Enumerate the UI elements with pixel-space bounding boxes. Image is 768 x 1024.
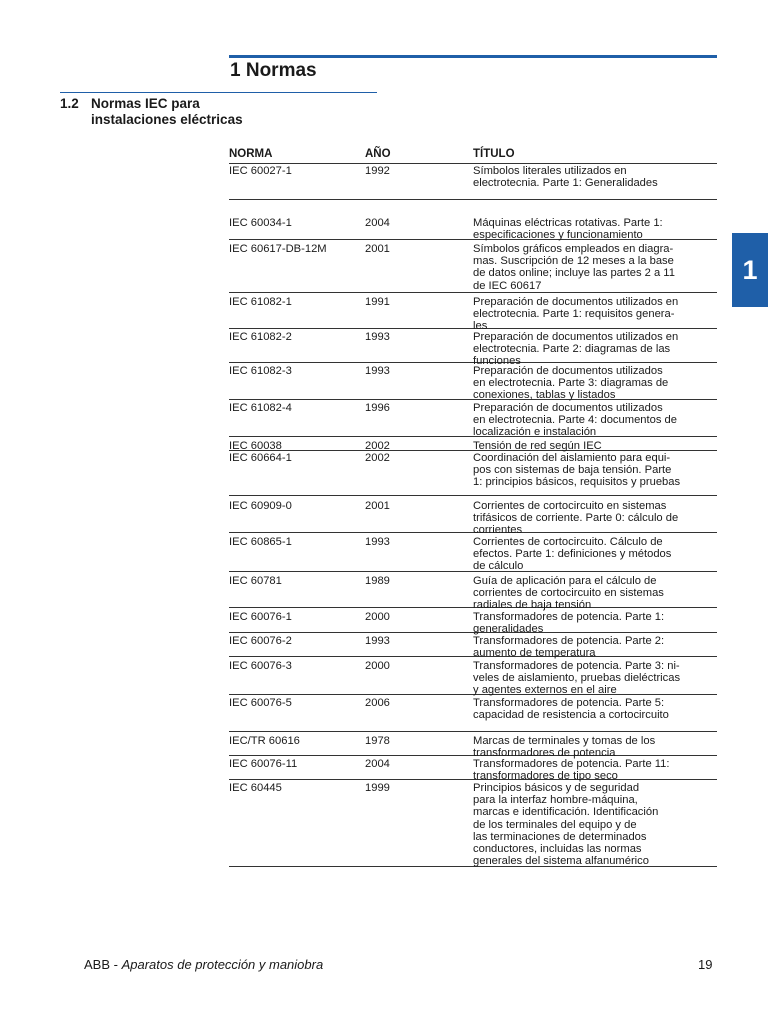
cell-titulo	[473, 402, 719, 439]
cell-anio: 2004	[365, 217, 390, 229]
cell-titulo-line: capacidad de resistencia a cortocircuito	[473, 709, 669, 722]
cell-titulo-line: mas. Suscripción de 12 meses a la base	[473, 255, 674, 268]
cell-norma: IEC 60076-2	[229, 635, 292, 647]
cell-norma: IEC 60076-5	[229, 697, 292, 709]
table-row	[229, 242, 717, 293]
footer-brand: ABB	[84, 957, 111, 972]
cell-titulo-line: Transformadores de potencia. Parte 2:	[473, 635, 665, 647]
cell-titulo-line: Corrientes de cortocircuito. Cálculo de	[473, 536, 663, 548]
header-titulo: TÍTULO	[473, 148, 515, 160]
cell-titulo	[473, 758, 719, 782]
cell-anio: 2001	[365, 500, 390, 512]
cell-norma: IEC 60781	[229, 575, 282, 587]
cell-titulo-line: veles de aislamiento, pruebas dieléctricas	[473, 672, 681, 685]
cell-titulo-line: Preparación de documentos utilizados en	[473, 331, 679, 343]
cell-titulo-line: trifásicos de corriente. Parte 0: cálculo de	[473, 512, 679, 525]
cell-titulo-line: Símbolos gráficos empleados en diagra-	[473, 243, 674, 255]
cell-titulo	[473, 697, 719, 721]
cell-titulo	[473, 217, 719, 241]
cell-titulo-line: especificaciones y funcionamiento	[473, 229, 643, 242]
cell-titulo-line: Máquinas eléctricas rotativas. Parte 1:	[473, 217, 663, 229]
table-row	[229, 696, 717, 732]
cell-titulo-line: aumento de temperatura	[473, 647, 596, 660]
cell-titulo-line: electrotecnia. Parte 1: requisitos genera-	[473, 308, 675, 321]
cell-titulo-line: transformadores de potencia	[473, 747, 616, 760]
cell-titulo-line: 1: principios básicos, requisitos y pruebas	[473, 476, 681, 489]
cell-titulo	[473, 243, 719, 292]
cell-titulo	[473, 735, 719, 759]
cell-norma: IEC 61082-3	[229, 365, 292, 377]
footer-separator: -	[110, 957, 122, 972]
standards-table	[229, 147, 717, 868]
cell-anio: 2000	[365, 660, 390, 672]
cell-titulo-line: conexiones, tablas y listados	[473, 389, 616, 402]
cell-titulo-line: Guía de aplicación para el cálculo de	[473, 575, 657, 587]
cell-titulo	[473, 635, 719, 659]
table-row	[229, 439, 717, 451]
cell-titulo-line: Transformadores de potencia. Parte 11:	[473, 758, 670, 770]
table-row	[229, 451, 717, 496]
cell-titulo-line: Preparación de documentos utilizados	[473, 402, 663, 414]
table-row	[229, 659, 717, 695]
section-title	[91, 96, 351, 128]
cell-norma: IEC 60027-1	[229, 165, 292, 177]
cell-titulo-line: en electrotecnia. Parte 4: documentos de	[473, 414, 677, 427]
cell-titulo	[473, 296, 719, 333]
cell-titulo-line: Preparación de documentos utilizados en	[473, 296, 679, 308]
cell-titulo-line: generales del sistema alfanumérico	[473, 855, 649, 868]
cell-titulo-line: de IEC 60617	[473, 279, 542, 292]
cell-titulo-line: en electrotecnia. Parte 3: diagramas de	[473, 377, 669, 390]
cell-anio: 1993	[365, 365, 390, 377]
cell-titulo-line: radiales de baja tensión	[473, 599, 592, 612]
cell-anio: 1991	[365, 296, 390, 308]
chapter-tab: 1	[732, 233, 768, 307]
cell-norma: IEC 60038	[229, 440, 282, 452]
cell-titulo-line: marcas e identificación. Identificación	[473, 806, 659, 819]
section-rule	[60, 92, 377, 93]
table-row	[229, 364, 717, 400]
cell-titulo	[473, 452, 719, 489]
cell-titulo-line: electrotecnia. Parte 2: diagramas de las	[473, 343, 671, 356]
cell-titulo	[473, 782, 719, 867]
cell-anio: 2002	[365, 440, 390, 452]
cell-anio: 2002	[365, 452, 390, 464]
cell-titulo-line: corrientes de cortocircuito en sistemas	[473, 587, 664, 600]
cell-titulo-line: corrientes	[473, 524, 523, 537]
cell-anio: 1999	[365, 782, 390, 794]
cell-titulo-line: de los terminales del equipo y de	[473, 818, 637, 831]
cell-norma: IEC 61082-4	[229, 402, 292, 414]
section-title-line-2: instalaciones eléctricas	[91, 112, 243, 127]
section-title-line-1: Normas IEC para	[91, 96, 200, 111]
cell-norma: IEC 60664-1	[229, 452, 292, 464]
footer-publication-title: Aparatos de protección y maniobra	[121, 957, 324, 972]
cell-anio: 2001	[365, 243, 390, 255]
cell-titulo-line: transformadores de tipo seco	[473, 770, 618, 783]
cell-anio: 2000	[365, 611, 390, 623]
footer-publication	[84, 957, 323, 972]
table-row	[229, 781, 717, 867]
cell-norma: IEC 61082-2	[229, 331, 292, 343]
page-number: 19	[698, 957, 713, 972]
cell-titulo-line: las terminaciones de determinados	[473, 830, 647, 843]
cell-titulo	[473, 500, 719, 537]
cell-titulo-line: conductores, incluidas las normas	[473, 843, 642, 856]
cell-titulo-line: Preparación de documentos utilizados	[473, 365, 663, 377]
cell-titulo-line: de datos online; incluye las partes 2 a 11	[473, 267, 675, 280]
section-number: 1.2	[60, 96, 79, 111]
cell-titulo-line: Símbolos literales utilizados en	[473, 165, 627, 177]
cell-anio: 1993	[365, 536, 390, 548]
cell-norma: IEC 60034-1	[229, 217, 292, 229]
cell-titulo-line: Transformadores de potencia. Parte 5:	[473, 697, 665, 709]
cell-titulo	[473, 365, 719, 402]
cell-titulo-line: pos con sistemas de baja tensión. Parte	[473, 464, 672, 477]
cell-titulo-line: electrotecnia. Parte 1: Generalidades	[473, 177, 658, 190]
table-row	[229, 757, 717, 783]
cell-norma: IEC 60617-DB-12M	[229, 243, 327, 255]
cell-norma: IEC 60076-1	[229, 611, 292, 623]
table-row	[229, 164, 717, 200]
cell-norma: IEC 60909-0	[229, 500, 292, 512]
table-row	[229, 574, 717, 612]
chapter-title: 1 Normas	[230, 60, 317, 81]
cell-anio: 1993	[365, 635, 390, 647]
cell-titulo-line: y agentes externos en el aire	[473, 684, 617, 697]
chapter-top-rule	[229, 55, 717, 58]
cell-norma: IEC 60445	[229, 782, 282, 794]
table-row	[229, 610, 717, 636]
table-row	[229, 535, 717, 572]
cell-anio: 1996	[365, 402, 390, 414]
cell-titulo	[473, 331, 719, 368]
cell-norma: IEC 60076-3	[229, 660, 292, 672]
table-row	[229, 499, 717, 537]
table-row	[229, 295, 717, 333]
cell-titulo	[473, 536, 719, 573]
table-header	[229, 147, 717, 164]
cell-anio: 1978	[365, 735, 390, 747]
cell-anio: 1992	[365, 165, 390, 177]
cell-titulo	[473, 575, 719, 612]
table-row	[229, 734, 717, 760]
cell-anio: 1989	[365, 575, 390, 587]
cell-titulo-line: de cálculo	[473, 560, 524, 573]
cell-norma: IEC/TR 60616	[229, 735, 300, 747]
cell-titulo	[473, 611, 719, 635]
table-row	[229, 216, 717, 240]
cell-titulo-line: generalidades	[473, 623, 544, 636]
cell-anio: 2004	[365, 758, 390, 770]
cell-titulo-line: para la interfaz hombre-máquina,	[473, 794, 638, 807]
cell-titulo-line: Marcas de terminales y tomas de los	[473, 735, 656, 747]
cell-norma: IEC 60076-11	[229, 758, 298, 770]
cell-titulo-line: funciones	[473, 355, 521, 368]
cell-titulo-line: Coordinación del aislamiento para equi-	[473, 452, 671, 464]
table-row	[229, 401, 717, 437]
cell-titulo	[473, 660, 719, 697]
cell-titulo-line: Tensión de red según IEC	[473, 440, 602, 452]
header-anio: AÑO	[365, 148, 391, 160]
header-norma: NORMA	[229, 148, 273, 160]
cell-anio: 2006	[365, 697, 390, 709]
table-row	[229, 330, 717, 368]
cell-norma: IEC 61082-1	[229, 296, 292, 308]
cell-norma: IEC 60865-1	[229, 536, 292, 548]
cell-titulo-line: efectos. Parte 1: definiciones y métodos	[473, 548, 672, 561]
cell-titulo-line: Transformadores de potencia. Parte 3: ni-	[473, 660, 680, 672]
cell-titulo-line: les	[473, 320, 488, 333]
cell-titulo-line: Transformadores de potencia. Parte 1:	[473, 611, 665, 623]
cell-titulo-line: Corrientes de cortocircuito en sistemas	[473, 500, 667, 512]
cell-titulo	[473, 165, 719, 189]
cell-titulo-line: localización e instalación	[473, 426, 597, 439]
table-row	[229, 634, 717, 660]
cell-anio: 1993	[365, 331, 390, 343]
cell-titulo-line: Principios básicos y de seguridad	[473, 782, 640, 794]
